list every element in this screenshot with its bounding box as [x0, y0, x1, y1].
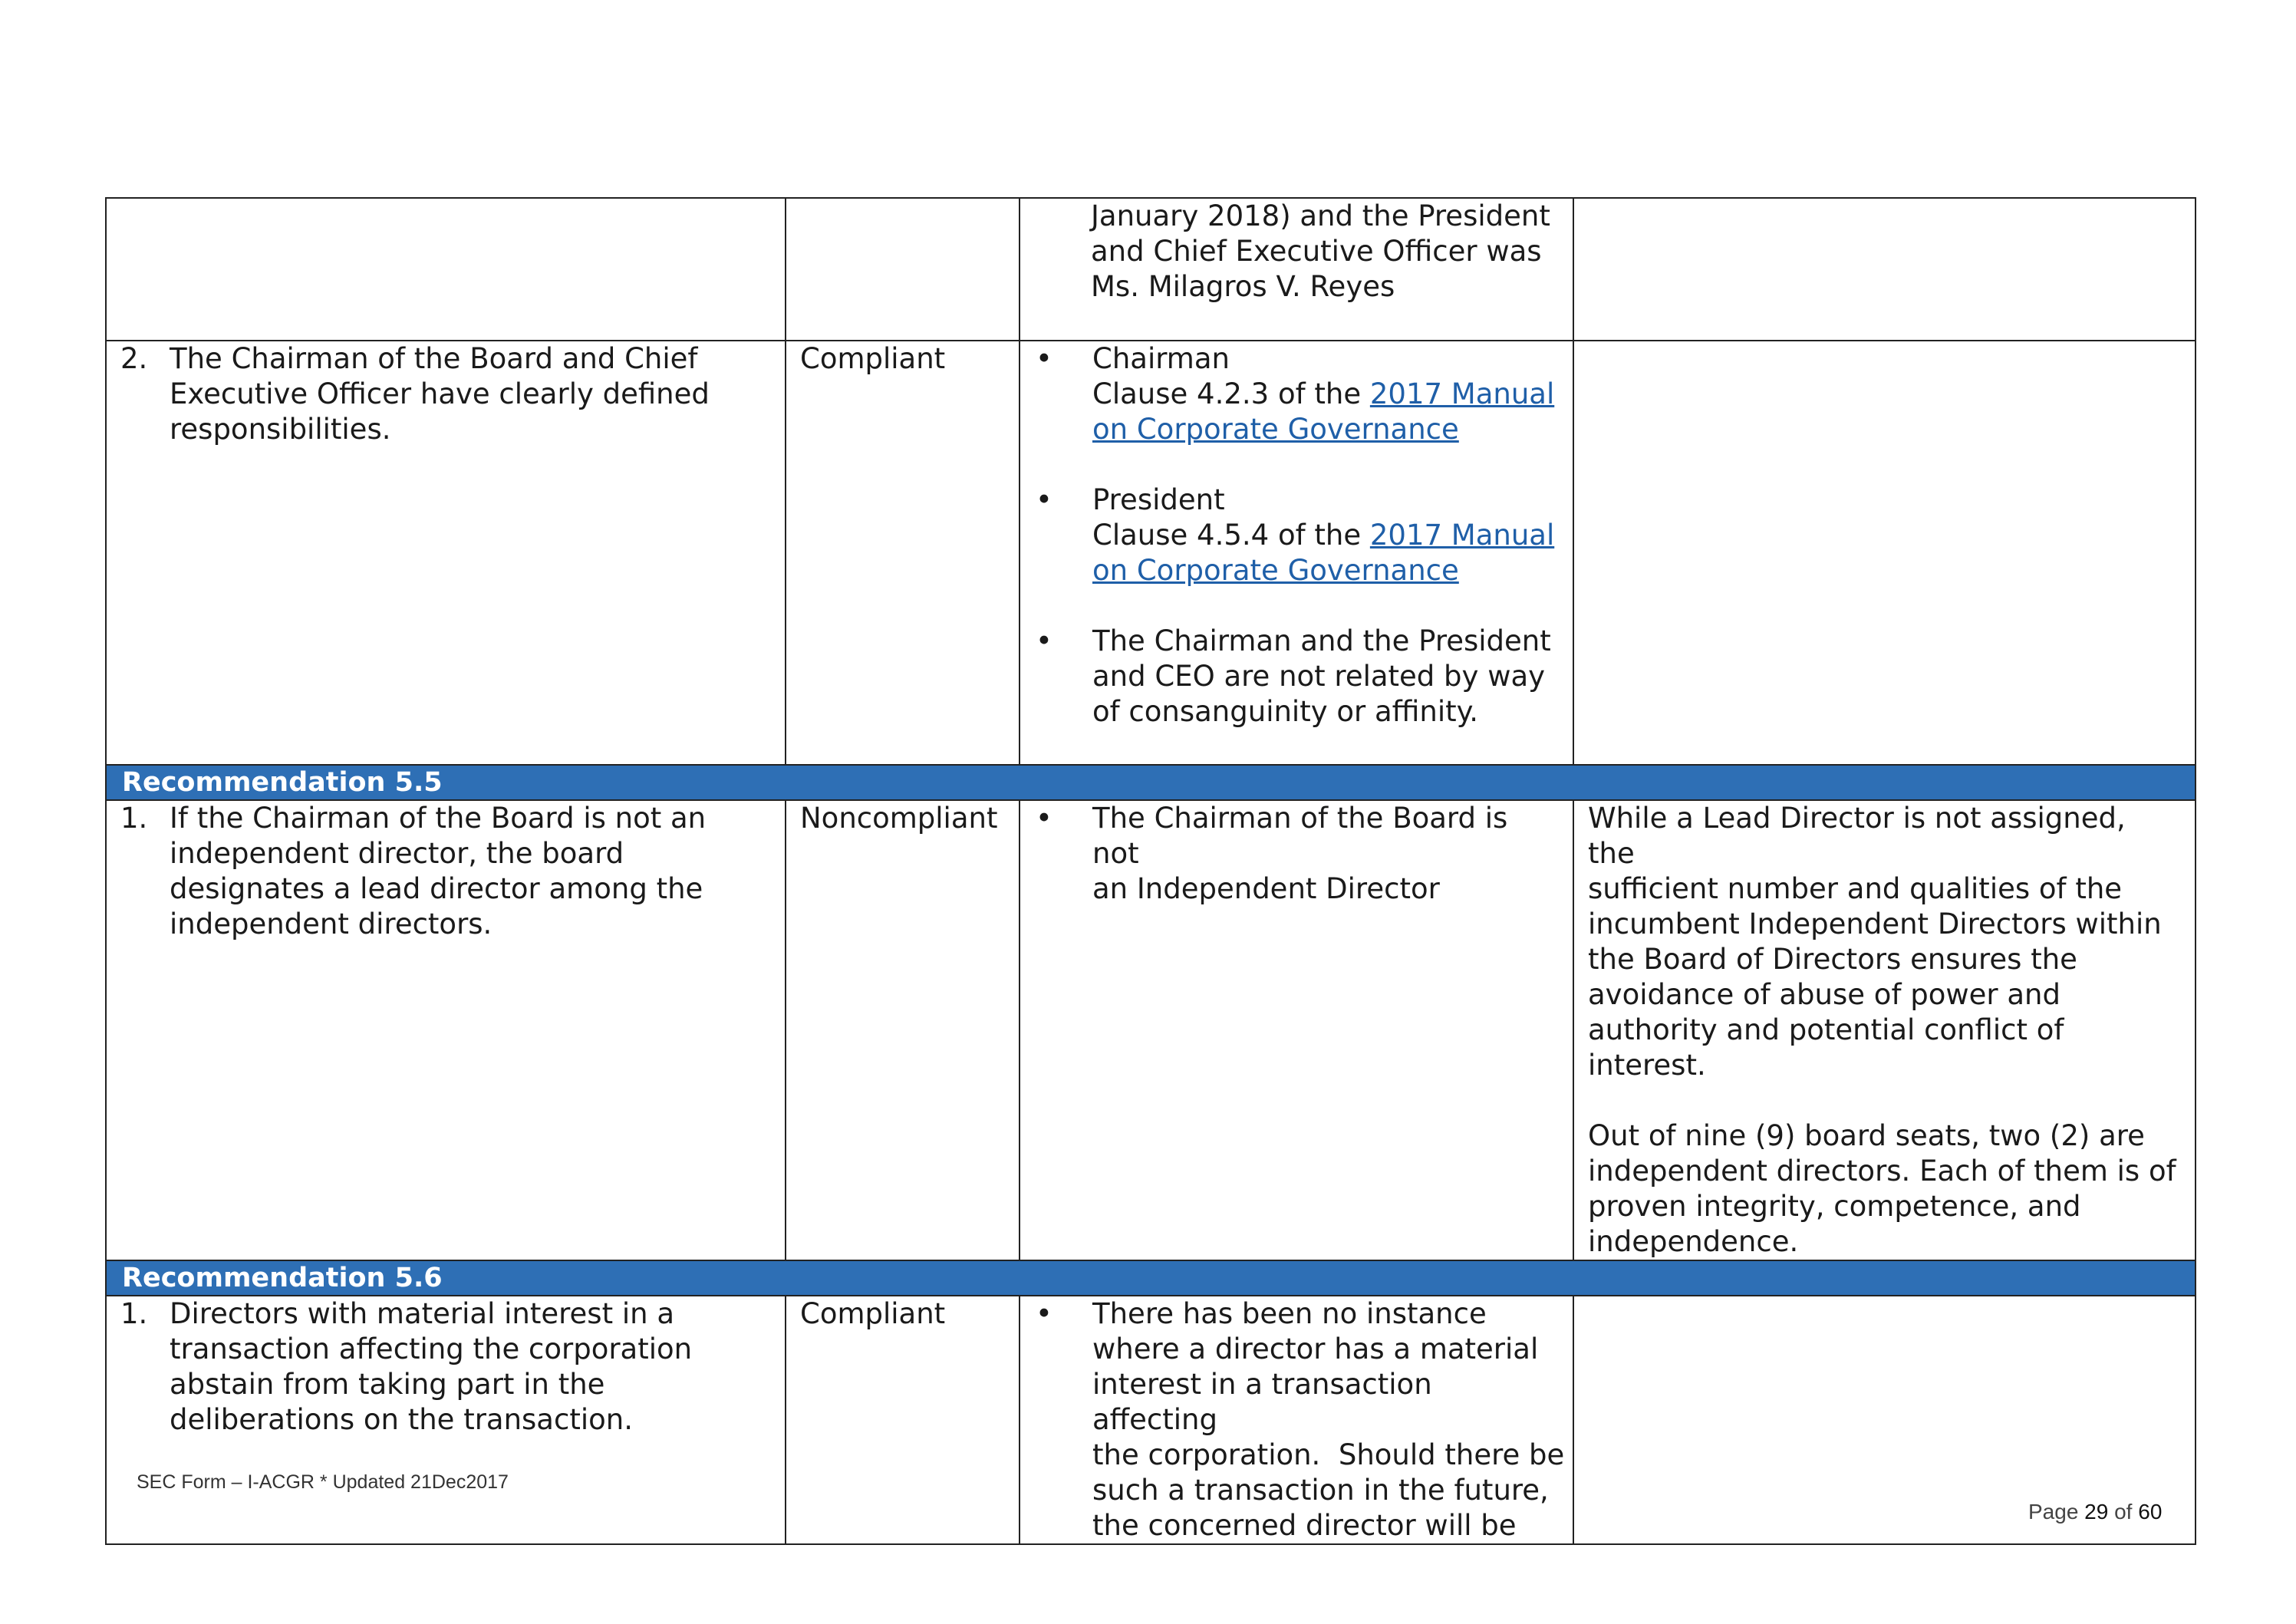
item-number: 1. [120, 1297, 148, 1330]
table-row [106, 800, 2196, 1260]
item-number: 2. [120, 342, 148, 375]
remarks-cell: While a Lead Director is not assigned, the sufficient number and qualities of the incumbent Independent Directors within the Board of Directors ensures the avoidance of abuse of power and authority and potential conflict of interest. Out of nine (9) board seats, two (2) are independent directors. Each of them is of proven integrity, competence, and independence. [1573, 800, 2196, 1260]
manual-link[interactable]: on Corporate Governance [1092, 554, 1459, 587]
bullet-icon: • [1036, 342, 1052, 375]
bullet-icon: • [1036, 483, 1052, 516]
list-item: • Chairman Clause 4.2.3 of the 2017 Manual on Corporate Governance [1036, 342, 1555, 446]
list-item: • The Chairman and the President and CEO are not related by way of consanguinity or affinity. [1036, 624, 1551, 728]
explanation-cell [1020, 800, 1573, 1260]
explanation-cell [1020, 341, 1573, 765]
item-number: 1. [120, 802, 148, 835]
bullet-icon: • [1036, 1297, 1052, 1330]
compliance-status: Noncompliant [786, 800, 1020, 1260]
bullet-icon: • [1036, 802, 1052, 835]
compliance-status: Compliant [786, 341, 1020, 765]
manual-link[interactable]: 2017 Manual [1369, 377, 1555, 410]
manual-link[interactable]: 2017 Manual [1369, 519, 1555, 552]
page-number: Page 29 of 60 [2028, 1500, 2163, 1524]
list-item: • There has been no instance where a director has a material interest in a transaction affecting the corporation. Should there be such a transaction in the future, the concerned director will be [1036, 1297, 1565, 1542]
recommendation-cell: 1. Directors with material interest in a transaction affecting the corporation abstain from taking part in the deliberations on the transaction. [106, 1296, 786, 1544]
section-title: Recommendation 5.6 [106, 1260, 2196, 1296]
table-row [106, 198, 2196, 341]
recommendation-header [106, 765, 2196, 800]
explanation-cell [1020, 1296, 1573, 1544]
manual-link[interactable]: on Corporate Governance [1092, 413, 1459, 446]
list-item: • The Chairman of the Board is not an Independent Director [1036, 802, 1508, 905]
bullet-icon: • [1036, 624, 1052, 657]
table-row [106, 1296, 2196, 1544]
recommendation-cell: 2. The Chairman of the Board and Chief Executive Officer have clearly defined responsibilities. [106, 341, 786, 765]
form-footer: SEC Form – I-ACGR * Updated 21Dec2017 [137, 1471, 509, 1493]
table-row [106, 341, 2196, 765]
list-item: • President Clause 4.5.4 of the 2017 Manual on Corporate Governance [1036, 483, 1555, 587]
explanation-cell: January 2018) and the President and Chief Executive Officer was Ms. Milagros V. Reyes [1020, 198, 1573, 341]
recommendation-cell: 1. If the Chairman of the Board is not an independent director, the board designates a lead director among the independent directors. [106, 800, 786, 1260]
compliance-status: Compliant [786, 1296, 1020, 1544]
section-title: Recommendation 5.5 [106, 765, 2196, 800]
acgr-table [105, 197, 2196, 1545]
recommendation-header [106, 1260, 2196, 1296]
